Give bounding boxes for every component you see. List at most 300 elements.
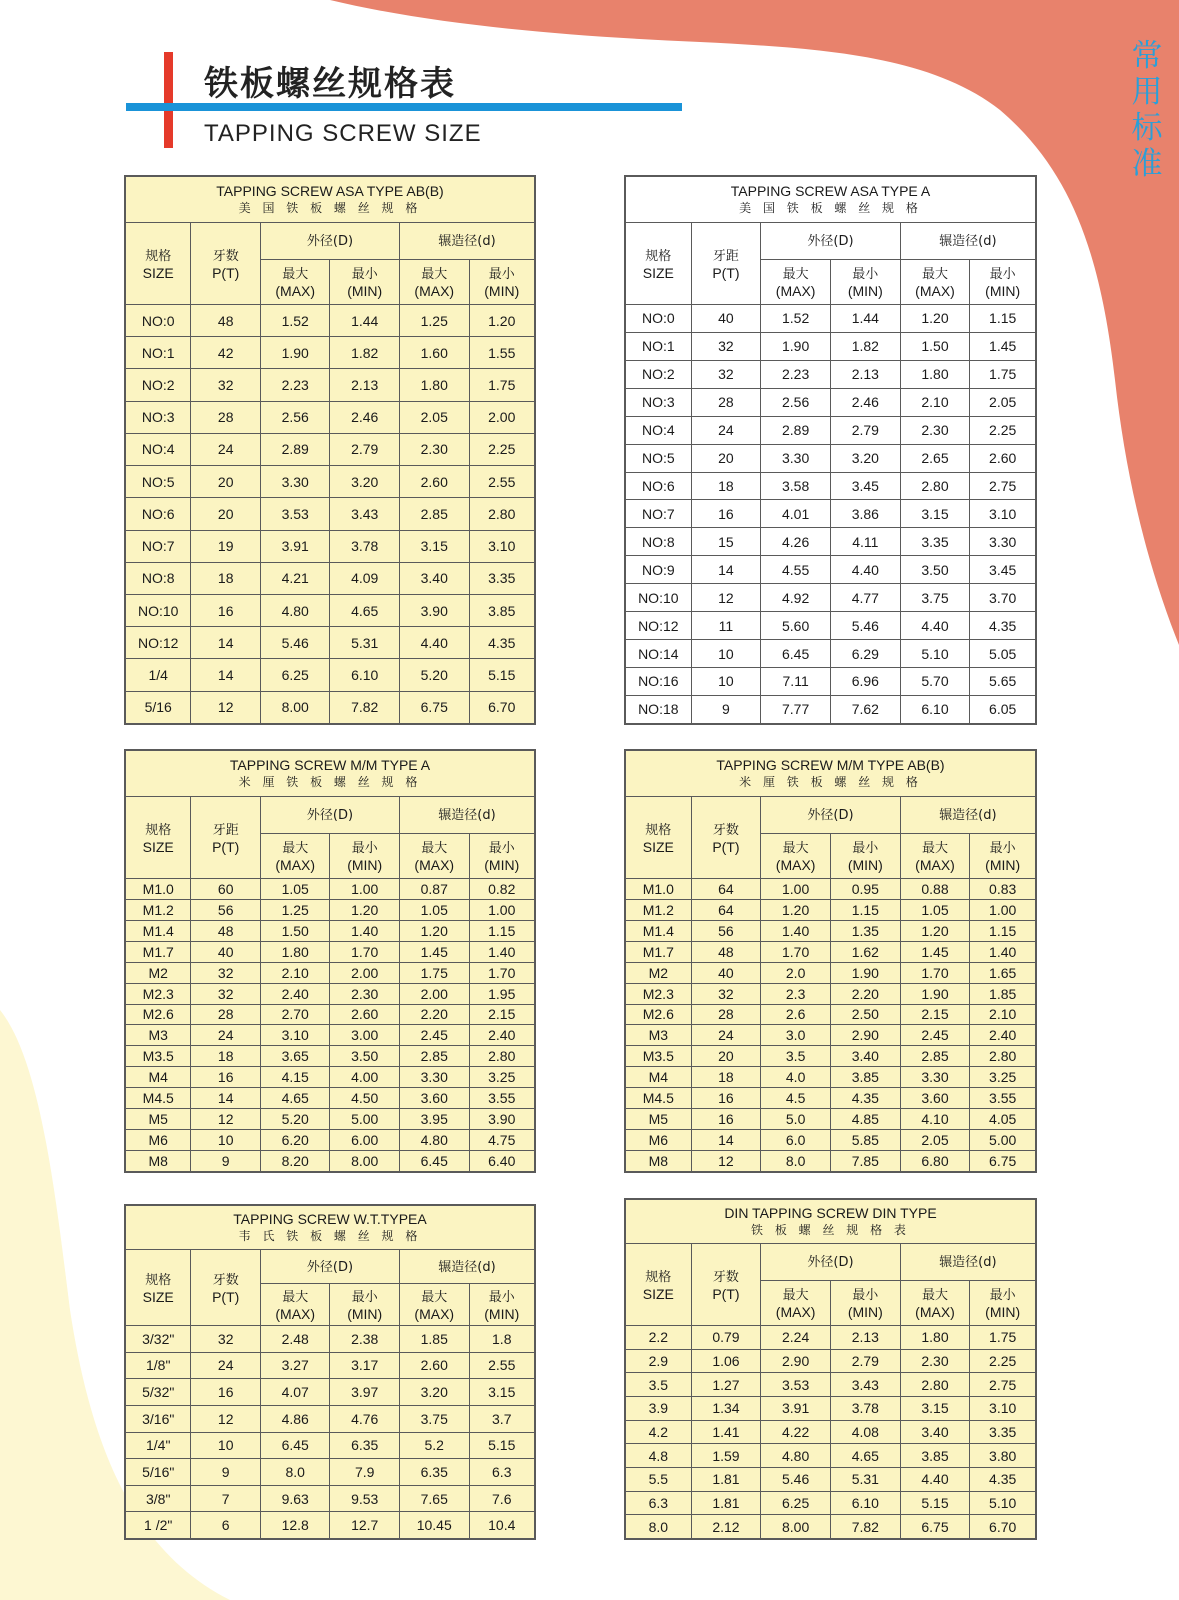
table-cell: 6.3 <box>626 1491 692 1515</box>
rolled-diameter-label: 辗造径(d) <box>939 234 997 249</box>
table-cell: 1.44 <box>830 305 900 333</box>
rolled-diameter-label: 辗造径(d) <box>939 1255 997 1270</box>
table-cell: 4.55 <box>761 556 831 584</box>
table-cell: 40 <box>691 962 761 983</box>
max-header-cn: 最大 <box>282 267 309 282</box>
table-cell: 6.10 <box>900 695 970 723</box>
table-cell: 2.3 <box>761 983 831 1004</box>
table-cell: 1.34 <box>691 1396 761 1420</box>
table-cell: 3.15 <box>900 500 970 528</box>
table-cell: 1.75 <box>399 962 469 983</box>
table-cell: 32 <box>191 983 261 1004</box>
table-cell: 1.20 <box>900 305 970 333</box>
table-cell: 1.05 <box>260 879 330 900</box>
table-cell: 5.15 <box>469 1432 535 1459</box>
table-row <box>126 337 535 369</box>
max-header-cn: 最大 <box>282 1289 309 1305</box>
table-cell: 3.10 <box>260 1025 330 1046</box>
table-cell: 4.86 <box>260 1405 330 1432</box>
table-cell: 4.65 <box>330 594 400 626</box>
table-cell: 10 <box>691 667 761 695</box>
table-cell: 2.13 <box>330 369 400 401</box>
table-row <box>626 528 1036 556</box>
min-header-cn: 最小 <box>852 267 879 282</box>
table-cell: M4 <box>126 1067 191 1088</box>
table-cell: 2.56 <box>260 401 330 433</box>
table-row <box>626 388 1036 416</box>
table-cell: 1.45 <box>970 332 1036 360</box>
table-cell: NO:2 <box>126 369 191 401</box>
table-cell: 2.00 <box>330 962 400 983</box>
max-header-en: (MAX) <box>775 1304 816 1320</box>
table-cell: 4.8 <box>626 1444 692 1468</box>
pitch-header-en: P(T) <box>212 264 240 281</box>
table-cell: 6.0 <box>761 1130 831 1151</box>
table-cell: NO:4 <box>126 433 191 465</box>
table-cell: M1.2 <box>126 899 191 920</box>
table-row <box>626 879 1036 900</box>
rolled-diameter-label: 辗造径(d) <box>939 808 997 823</box>
table-row <box>626 472 1036 500</box>
table-cell: 6.10 <box>830 1491 900 1515</box>
min-header-en: (MIN) <box>847 1304 883 1320</box>
size-header-cn: 规格 <box>645 822 672 838</box>
table-row <box>626 556 1036 584</box>
table-row <box>626 1067 1036 1088</box>
table-title <box>126 751 535 797</box>
table-cell: 5.5 <box>626 1467 692 1491</box>
table-row <box>626 1373 1036 1397</box>
table-cell: 8.20 <box>260 1150 330 1171</box>
table-cell: 2.85 <box>900 1046 970 1067</box>
outer-diameter-label: 外径(D) <box>306 1259 354 1275</box>
table-cell: 14 <box>691 556 761 584</box>
table-cell: 12.8 <box>260 1512 330 1539</box>
table-cell: 60 <box>191 879 261 900</box>
table-cell: 4.01 <box>761 500 831 528</box>
table-cell: 9.53 <box>330 1485 400 1512</box>
min-header-en: (MIN) <box>985 857 1021 873</box>
table-cell: 24 <box>691 416 761 444</box>
table-cell: 64 <box>691 879 761 900</box>
table-cell: 2.20 <box>399 1004 469 1025</box>
table-cell: 4.75 <box>469 1130 535 1151</box>
table-cell: 2.45 <box>399 1025 469 1046</box>
size-header-cn: 规格 <box>145 1272 172 1288</box>
outer-diameter-label: 外径(D) <box>306 808 354 823</box>
min-header-en: (MIN) <box>847 857 883 873</box>
table-cell: M3 <box>126 1025 191 1046</box>
table-row <box>126 1046 535 1067</box>
table-cell: 2.6 <box>761 1004 831 1025</box>
table-cell: NO:5 <box>626 444 692 472</box>
table-cell: 1.20 <box>761 899 831 920</box>
table-cell: 28 <box>691 1004 761 1025</box>
table-cell: 5.15 <box>469 659 535 691</box>
max-header <box>900 260 970 305</box>
table-title-en: TAPPING SCREW M/M TYPE A <box>229 757 431 773</box>
table-cell: 6.80 <box>900 1150 970 1171</box>
table-cell: 3.17 <box>330 1352 400 1379</box>
table-cell: 1.70 <box>469 962 535 983</box>
table-cell: 1.59 <box>691 1444 761 1468</box>
table-row <box>126 1326 535 1353</box>
table-cell: 32 <box>191 1326 261 1353</box>
table-cell: 1.65 <box>970 962 1036 983</box>
table-cell: 1.25 <box>260 899 330 920</box>
table-cell: 4.22 <box>761 1420 831 1444</box>
max-header <box>399 260 469 305</box>
spec-table <box>625 750 1036 1172</box>
min-header <box>469 1284 535 1326</box>
table-cell: 3.40 <box>830 1046 900 1067</box>
rolled-diameter-header <box>399 797 534 834</box>
table-cell: 3.78 <box>330 530 400 562</box>
table-cell: NO:18 <box>626 695 692 723</box>
max-header-cn: 最大 <box>782 1288 809 1303</box>
table-cell: M1.4 <box>126 920 191 941</box>
table-cell: 2.79 <box>830 416 900 444</box>
table-cell: 1.44 <box>330 305 400 337</box>
table-cell: 14 <box>191 659 261 691</box>
table-cell: 3.10 <box>970 500 1036 528</box>
table-cell: 2.38 <box>330 1326 400 1353</box>
table-cell: 0.82 <box>469 879 535 900</box>
table-cell: 8.00 <box>761 1515 831 1539</box>
size-header-cn: 规格 <box>145 248 172 264</box>
table-cell: 1.15 <box>970 305 1036 333</box>
table-cell: 3.85 <box>830 1067 900 1088</box>
table-cell: 3.43 <box>330 498 400 530</box>
spec-table <box>125 1205 535 1539</box>
table-cell: 28 <box>691 388 761 416</box>
table-title-en: TAPPING SCREW ASA TYPE A <box>730 183 931 199</box>
table-row <box>126 401 535 433</box>
table-cell: 18 <box>691 472 761 500</box>
table-cell: 6.70 <box>970 1515 1036 1539</box>
table-row <box>126 466 535 498</box>
table-cell: 4.15 <box>260 1067 330 1088</box>
table-cell: 1.85 <box>399 1326 469 1353</box>
max-header <box>761 834 831 879</box>
table-row <box>626 1130 1036 1151</box>
max-header-en: (MAX) <box>915 1304 955 1320</box>
table-cell: NO:7 <box>626 500 692 528</box>
table-cell: 2.25 <box>970 1349 1036 1373</box>
table-cell: 2.12 <box>691 1515 761 1539</box>
pitch-header <box>191 1250 261 1326</box>
table-title-cn: 米 厘 铁 板 螺 丝 规 格 <box>238 775 422 789</box>
side-char: 标 <box>1131 110 1163 146</box>
table-cell: 1.06 <box>691 1349 761 1373</box>
table-cell: 16 <box>691 1109 761 1130</box>
table-mm-type-ab <box>624 749 1037 1173</box>
min-header <box>469 834 535 879</box>
table-row <box>126 1512 535 1539</box>
min-header-en: (MIN) <box>347 283 383 299</box>
table-cell: 2.79 <box>330 433 400 465</box>
table-cell: 7.85 <box>830 1150 900 1171</box>
spec-table <box>125 176 535 724</box>
page-title-en: TAPPING SCREW SIZE <box>204 120 482 147</box>
table-cell: 3.75 <box>900 584 970 612</box>
table-row <box>126 1379 535 1406</box>
size-header-en: SIZE <box>642 1285 674 1302</box>
table-cell: 4.2 <box>626 1420 692 1444</box>
table-cell: 32 <box>691 983 761 1004</box>
table-cell: 2.85 <box>399 1046 469 1067</box>
table-row <box>126 1004 535 1025</box>
table-cell: 3.20 <box>399 1379 469 1406</box>
table-cell: 2.56 <box>761 388 831 416</box>
table-cell: 7.11 <box>761 667 831 695</box>
table-cell: 6.25 <box>761 1491 831 1515</box>
table-cell: 7.65 <box>399 1485 469 1512</box>
table-title-en: TAPPING SCREW ASA TYPE AB(B) <box>216 183 444 199</box>
table-row <box>626 1109 1036 1130</box>
table-row <box>626 444 1036 472</box>
table-row <box>626 1515 1036 1539</box>
table-cell: 4.35 <box>469 627 535 659</box>
table-row <box>126 941 535 962</box>
table-cell: 1.20 <box>330 899 400 920</box>
table-cell: 42 <box>191 337 261 369</box>
table-row <box>126 530 535 562</box>
table-cell: 1.82 <box>830 332 900 360</box>
table-cell: 14 <box>191 1088 261 1109</box>
table-cell: 7.77 <box>761 695 831 723</box>
table-cell: 4.00 <box>330 1067 400 1088</box>
table-title-en: TAPPING SCREW M/M TYPE AB(B) <box>716 757 945 773</box>
table-cell: 3/32" <box>126 1326 191 1353</box>
table-cell: 32 <box>191 962 261 983</box>
table-cell: 2.20 <box>830 983 900 1004</box>
table-cell: M3.5 <box>126 1046 191 1067</box>
table-cell: 4.40 <box>399 627 469 659</box>
table-cell: 1.15 <box>830 899 900 920</box>
table-cell: 3.30 <box>900 1067 970 1088</box>
outer-diameter-header <box>260 223 399 260</box>
table-row <box>126 1352 535 1379</box>
table-cell: NO:12 <box>126 627 191 659</box>
table-cell: 0.95 <box>830 879 900 900</box>
pitch-header-cn: 牙数 <box>712 822 739 838</box>
max-header-en: (MAX) <box>775 283 816 299</box>
table-cell: M5 <box>126 1109 191 1130</box>
table-cell: 3.40 <box>900 1420 970 1444</box>
table-cell: 0.87 <box>399 879 469 900</box>
table-row <box>126 1109 535 1130</box>
table-cell: 6.35 <box>330 1432 400 1459</box>
pitch-header-cn: 牙距 <box>712 248 739 264</box>
table-cell: 5.46 <box>830 612 900 640</box>
table-cell: 6.40 <box>469 1150 535 1171</box>
outer-diameter-header <box>761 1244 900 1281</box>
table-row <box>626 416 1036 444</box>
max-header <box>761 260 831 305</box>
table-cell: 18 <box>191 562 261 594</box>
table-row <box>126 1432 535 1459</box>
table-row <box>626 1467 1036 1491</box>
table-cell: M4.5 <box>626 1088 692 1109</box>
table-cell: 1.20 <box>469 305 535 337</box>
table-cell: 4.09 <box>330 562 400 594</box>
table-cell: 16 <box>691 500 761 528</box>
table-cell: 2.30 <box>900 416 970 444</box>
table-cell: NO:8 <box>126 562 191 594</box>
table-cell: 6.45 <box>399 1150 469 1171</box>
table-cell: 5.00 <box>330 1109 400 1130</box>
min-header-cn: 最小 <box>852 1288 879 1303</box>
table-row <box>626 360 1036 388</box>
min-header-cn: 最小 <box>351 1289 378 1305</box>
table-title <box>626 751 1036 797</box>
table-cell: 8.0 <box>626 1515 692 1539</box>
table-cell: 1.81 <box>691 1491 761 1515</box>
table-row <box>126 433 535 465</box>
table-row <box>626 1491 1036 1515</box>
table-row <box>126 594 535 626</box>
table-cell: 1.70 <box>761 941 831 962</box>
pitch-header-en: P(T) <box>212 1288 240 1305</box>
table-cell: 5.31 <box>330 627 400 659</box>
table-cell: NO:14 <box>626 640 692 668</box>
table-cell: M2 <box>126 962 191 983</box>
table-cell: 5.85 <box>830 1130 900 1151</box>
table-cell: 2.05 <box>970 388 1036 416</box>
table-cell: 2.60 <box>399 466 469 498</box>
table-cell: M1.0 <box>626 879 692 900</box>
table-cell: 1.50 <box>900 332 970 360</box>
table-cell: 14 <box>691 1130 761 1151</box>
max-header-en: (MAX) <box>275 857 316 873</box>
table-cell: 48 <box>191 305 261 337</box>
table-title-en: DIN TAPPING SCREW DIN TYPE <box>724 1205 937 1221</box>
table-cell: 1.40 <box>970 941 1036 962</box>
table-cell: M1.7 <box>626 941 692 962</box>
table-row <box>626 332 1036 360</box>
size-header <box>126 1250 191 1326</box>
table-cell: 4.35 <box>970 1467 1036 1491</box>
min-header-en: (MIN) <box>847 283 883 299</box>
table-cell: 3.27 <box>260 1352 330 1379</box>
size-header <box>626 223 692 305</box>
table-cell: 3.7 <box>469 1405 535 1432</box>
max-header <box>260 1284 330 1326</box>
table-cell: 11 <box>691 612 761 640</box>
table-cell: 4.35 <box>970 612 1036 640</box>
max-header-en: (MAX) <box>915 283 955 299</box>
table-cell: 3.20 <box>330 466 400 498</box>
table-cell: 2.13 <box>830 1326 900 1350</box>
rolled-diameter-label: 辗造径(d) <box>438 1259 496 1275</box>
table-cell: 1.70 <box>330 941 400 962</box>
table-cell: 0.79 <box>691 1326 761 1350</box>
max-header <box>260 834 330 879</box>
table-cell: NO:6 <box>126 498 191 530</box>
max-header-en: (MAX) <box>414 283 455 299</box>
table-cell: 28 <box>191 401 261 433</box>
table-row <box>626 983 1036 1004</box>
table-cell: 1.15 <box>970 920 1036 941</box>
table-cell: 3.15 <box>900 1396 970 1420</box>
table-cell: 2.75 <box>970 1373 1036 1397</box>
table-cell: 9 <box>191 1459 261 1486</box>
table-cell: 5.10 <box>900 640 970 668</box>
pitch-header-cn: 牙数 <box>712 1269 739 1285</box>
table-cell: 5.46 <box>761 1467 831 1491</box>
table-cell: 1.00 <box>970 899 1036 920</box>
table-row <box>126 1025 535 1046</box>
pitch-header <box>191 797 261 879</box>
table-cell: 12 <box>191 1405 261 1432</box>
table-cell: 4.92 <box>761 584 831 612</box>
table-row <box>626 612 1036 640</box>
table-cell: 2.45 <box>900 1025 970 1046</box>
table-cell: 1.75 <box>970 360 1036 388</box>
table-cell: M8 <box>126 1150 191 1171</box>
table-cell: 16 <box>191 594 261 626</box>
table-title <box>626 1200 1036 1244</box>
table-cell: 3/16" <box>126 1405 191 1432</box>
table-cell: 4.80 <box>761 1444 831 1468</box>
table-cell: 1.80 <box>399 369 469 401</box>
table-cell: 2.90 <box>830 1025 900 1046</box>
table-cell: NO:0 <box>126 305 191 337</box>
table-cell: NO:7 <box>126 530 191 562</box>
table-row <box>126 1088 535 1109</box>
table-cell: 2.80 <box>469 1046 535 1067</box>
table-cell: 2.40 <box>970 1025 1036 1046</box>
table-cell: 7.62 <box>830 695 900 723</box>
table-cell: 3.60 <box>399 1088 469 1109</box>
outer-diameter-label: 外径(D) <box>807 808 854 823</box>
table-cell: 3.91 <box>761 1396 831 1420</box>
table-cell: 3.55 <box>970 1088 1036 1109</box>
max-header-en: (MAX) <box>775 857 816 873</box>
table-cell: 2.70 <box>260 1004 330 1025</box>
table-cell: 4.05 <box>970 1109 1036 1130</box>
table-cell: 32 <box>191 369 261 401</box>
table-row <box>626 962 1036 983</box>
pitch-header <box>691 223 761 305</box>
max-header-en: (MAX) <box>915 857 955 873</box>
max-header-en: (MAX) <box>275 283 316 299</box>
max-header <box>761 1281 831 1326</box>
size-header <box>626 797 692 879</box>
table-cell: 2.48 <box>260 1326 330 1353</box>
table-cell: 2.25 <box>469 433 535 465</box>
table-cell: NO:6 <box>626 472 692 500</box>
table-cell: 1.40 <box>330 920 400 941</box>
min-header <box>469 260 535 305</box>
table-cell: M6 <box>626 1130 692 1151</box>
table-cell: 4.80 <box>399 1130 469 1151</box>
table-row <box>626 920 1036 941</box>
table-row <box>626 941 1036 962</box>
table-row <box>126 962 535 983</box>
table-row <box>626 1046 1036 1067</box>
table-cell: 2.30 <box>330 983 400 1004</box>
table-cell: 64 <box>691 899 761 920</box>
table-cell: 1.00 <box>761 879 831 900</box>
table-cell: 3.30 <box>260 466 330 498</box>
max-header-cn: 最大 <box>921 267 948 282</box>
size-header-cn: 规格 <box>645 1269 672 1285</box>
pitch-header <box>191 223 261 305</box>
table-cell: 1.75 <box>469 369 535 401</box>
max-header <box>900 1281 970 1326</box>
